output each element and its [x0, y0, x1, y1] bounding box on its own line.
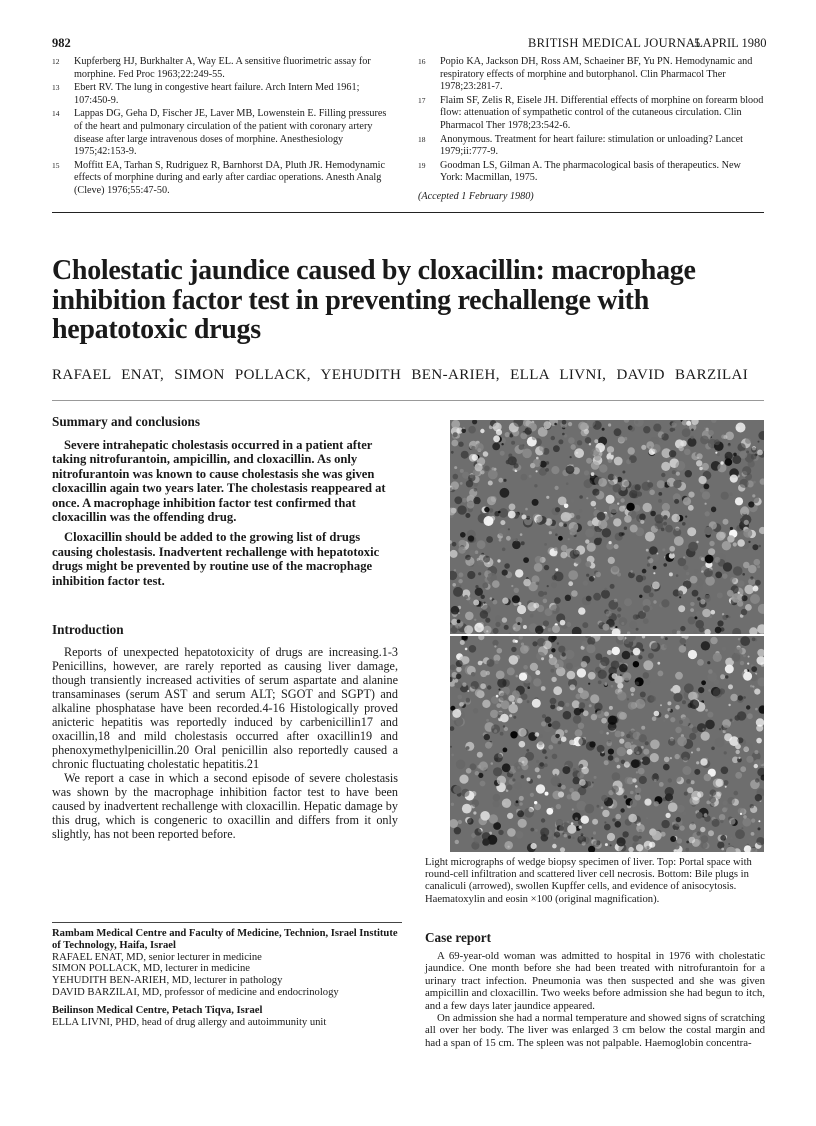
institution-name: Beilinson Medical Centre, Petach Tiqva, Israel [52, 1004, 263, 1016]
reference-item: 15 Moffitt EA, Tarhan S, Rudriguez R, Barnhorst DA, Pluth JR. Hemodynamic effects of morphine during and early after cardiac operations. Anesth Analg (Cleve) 1976;55:47-50. [52, 159, 386, 196]
summary-paragraph: Severe intrahepatic cholestasis occurred in a patient after taking nitrofurantoin, ampicillin, and cloxacillin. As only nitrofurantoin was known to cause cholestasis she was given cloxacillin again two years later. The cholestasis reappeared at once. A macrophage inhibition factor test confirmed that cloxacillin was the offending drug. [52, 438, 386, 525]
affiliation-line: YEHUDITH BEN-ARIEH, MD, lecturer in pathology [52, 975, 283, 987]
summary-heading: Summary and conclusions [52, 414, 201, 429]
affiliation-divider [52, 922, 402, 923]
summary-paragraph: Cloxacillin should be added to the growing list of drugs causing cholestasis. Inadvertent rechallenge with hepatotoxic drugs might be prevented by routine use of the macrophage inhibition factor test. [52, 530, 380, 588]
affiliation-line: RAFAEL ENAT, MD, senior lecturer in medicine [52, 951, 262, 963]
summary-text [52, 438, 398, 594]
affiliation-line: ELLA LIVNI, PHD, head of drug allergy and autoimmunity unit [52, 1016, 327, 1028]
micrograph-bottom [450, 636, 764, 852]
accepted-date: (Accepted 1 February 1980) [418, 190, 534, 202]
page-number: 982 [52, 36, 71, 50]
micrograph-top [450, 420, 764, 634]
reference-item: 17 Flaim SF, Zelis R, Eisele JH. Differential effects of morphine on forearm blood flow: attenuation of sympathetic control of the cutaneous circulation. Clin Pharmacol Ther 1978;23:542-6. [418, 94, 764, 131]
reference-item: 13 Ebert RV. The lung in congestive heart failure. Arch Intern Med 1961; 107:450-9. [52, 82, 360, 106]
references-left [52, 56, 397, 199]
institution-name: Rambam Medical Centre and Faculty of Medicine, Technion, Israel Institute of Technology, Haifa, Israel [52, 928, 398, 951]
reference-item: 12 Kupferberg HJ, Burkhalter A, Way EL. A sensitive fluorimetric assay for morphine. Fed Proc 1963;22:249-55. [52, 56, 371, 80]
references-right [418, 56, 764, 204]
body-paragraph: Reports of unexpected hepatotoxicity of drugs are increasing.1-3 Penicillins, however, are rarely reported as causing liver damage, though transiently increased activities of serum aspartate and alanine transaminases (serum AST and serum ALT; SGOT and SGPT) and alkaline phosphatase have been recorded.4-16 Histologically proved anicteric hepatitis was reportedly induced by carbenicillin17 and oxacillin,18 and mild cholestasis occurred after oxacillin19 and phenoxymethylpenicillin.20 Oral penicillin also reportedly caused a chronic fluctuating cholestatic hepatitis.21 [52, 645, 398, 771]
introduction-heading: Introduction [52, 622, 124, 637]
article-authors: RAFAEL ENAT, SIMON POLLACK, YEHUDITH BEN-ARIEH, ELLA LIVNI, DAVID BARZILAI [52, 367, 749, 383]
affiliation-line: DAVID BARZILAI, MD, professor of medicine and endocrinology [52, 986, 339, 998]
introduction-text [52, 645, 398, 841]
title-divider [52, 400, 764, 401]
reference-item: 16 Popio KA, Jackson DH, Ross AM, Schaeiner BF, Yu PN. Hemodynamic and respiratory effects of morphine and butorphanol. Clin Pharmacol Ther 1978;23:281-7. [418, 56, 753, 93]
issue-date: 5 APRIL 1980 [694, 36, 767, 50]
affiliation-line: SIMON POLLACK, MD, lecturer in medicine [52, 963, 251, 975]
case-report-heading: Case report [425, 930, 492, 945]
figure-caption: Light micrographs of wedge biopsy specimen of liver. Top: Portal space with round-cell infiltration and scattered liver cell necrosis. Bottom: Bile plugs in canaliculi (arrowed), swollen Kupffer cells, and evidence of anisocytosis. Haematoxylin and eosin ×100 (original magnification). [425, 857, 752, 905]
body-paragraph: We report a case in which a second episode of severe cholestasis was shown by the macrophage inhibition factor test to have been caused by inadvertent rechallenge with cloxacillin. Hepatic damage by this drug, which is congeneric to oxacillin and differs from it only slightly, has not been reported before. [52, 771, 398, 841]
section-divider [52, 212, 764, 213]
article-title: Cholestatic jaundice caused by cloxacillin: macrophage inhibition factor test in preventing rechallenge with hepatotoxic drugs [52, 255, 696, 345]
case-report-text [425, 950, 765, 1049]
journal-name: BRITISH MEDICAL JOURNAL [528, 36, 704, 50]
body-paragraph: On admission she had a normal temperature and showed signs of scratching all over her body. The liver was enlarged 3 cm below the costal margin and had a span of 15 cm. The spleen was not palpable. Haemoglobin concentra- [425, 1012, 765, 1049]
body-paragraph: A 69-year-old woman was admitted to hospital in 1976 with cholestatic jaundice. One month before she had been treated with nitrofurantoin for a urinary tract infection. Pneumonia was then suspected and she was given ampicillin and cloxacillin. Two weeks before admission she had begun to itch, and a few days later jaundice appeared. [425, 950, 765, 1012]
affiliations [52, 928, 402, 1028]
reference-item: 19 Goodman LS, Gilman A. The pharmacological basis of therapeutics. New York: Macmillan, 1975. [418, 159, 741, 184]
reference-item: 18 Anonymous. Treatment for heart failure: stimulation or unloading? Lancet 1979;ii:777-9. [418, 133, 744, 158]
reference-item: 14 Lappas DG, Geha D, Fischer JE, Laver MB, Lowenstein E. Filling pressures of the heart and pulmonary circulation of the patient with coronary artery disease after large intravenous doses of morphine. Anesthesiology 1975;42:153-9. [52, 108, 387, 158]
